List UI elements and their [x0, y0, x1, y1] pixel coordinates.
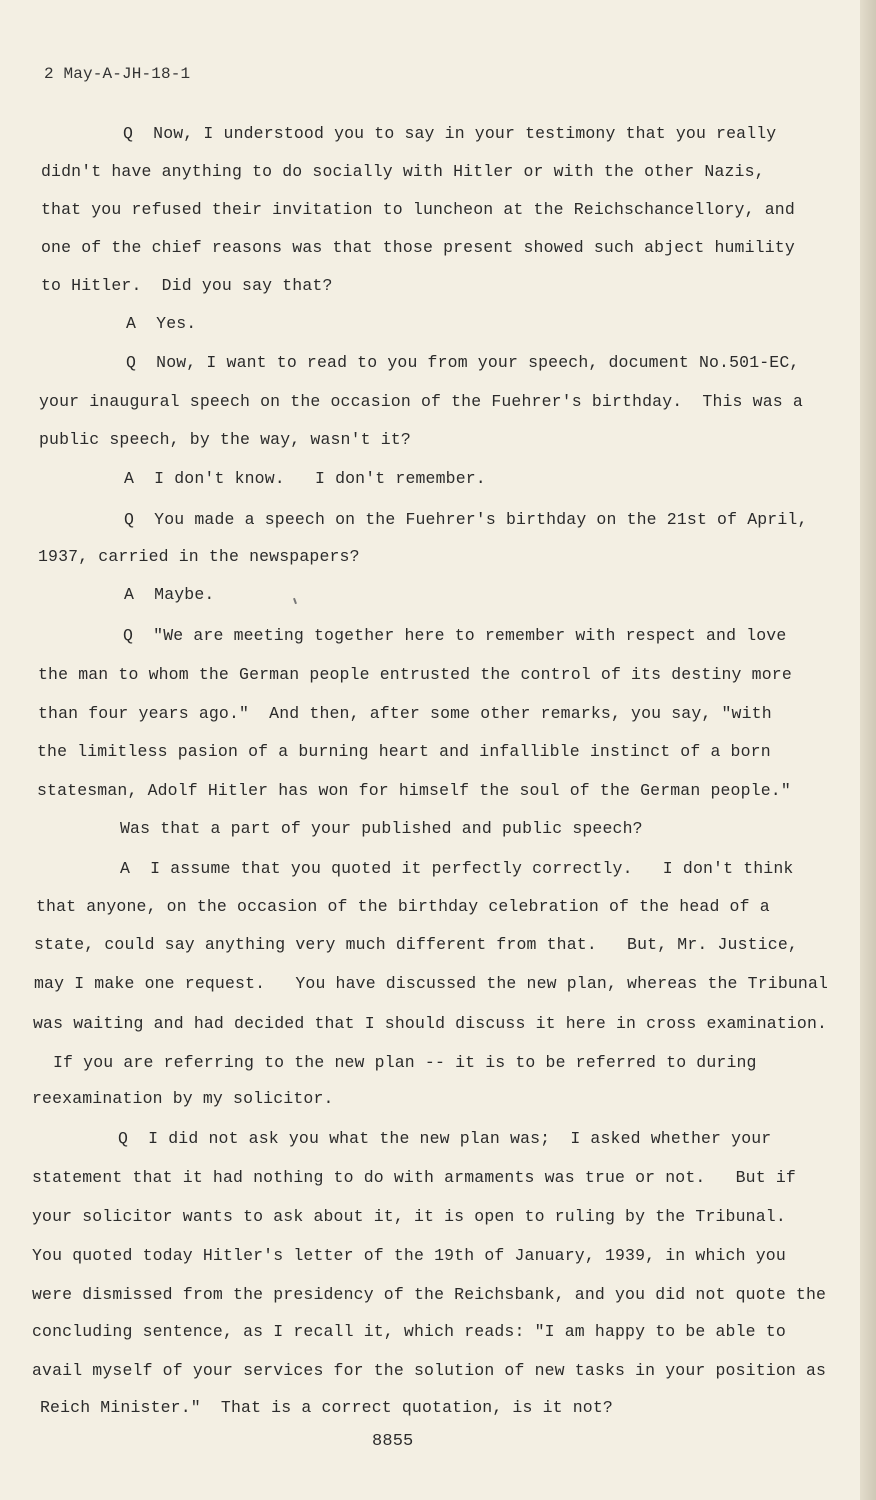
text-line: Q Now, I want to read to you from your speech, document No.501-EC, [126, 353, 800, 372]
text-line: Q You made a speech on the Fuehrer's birthday on the 21st of April, [124, 510, 808, 529]
text-line: didn't have anything to do socially with Hitler or with the other Nazis, [41, 162, 765, 181]
text-line: 1937, carried in the newspapers? [38, 547, 360, 566]
text-line: A I don't know. I don't remember. [124, 469, 486, 488]
text-line: public speech, by the way, wasn't it? [39, 430, 411, 449]
text-line: Reich Minister." That is a correct quotation, is it not? [40, 1398, 613, 1417]
text-line: your solicitor wants to ask about it, it is open to ruling by the Tribunal. [32, 1207, 786, 1226]
text-line: A Yes. [126, 314, 197, 333]
text-line: to Hitler. Did you say that? [41, 276, 333, 295]
text-line: concluding sentence, as I recall it, which reads: "I am happy to be able to [32, 1322, 786, 1341]
text-line: Q "We are meeting together here to remember with respect and love [123, 626, 787, 645]
page-number: 8855 [372, 1432, 414, 1451]
text-line: the limitless pasion of a burning heart and infallible instinct of a born [37, 742, 771, 761]
text-line: statement that it had nothing to do with armaments was true or not. But if [32, 1168, 796, 1187]
text-line: than four years ago." And then, after some other remarks, you say, "with [38, 704, 772, 723]
text-line: that anyone, on the occasion of the birthday celebration of the head of a [36, 897, 770, 916]
text-line: avail myself of your services for the solution of new tasks in your position as [32, 1361, 827, 1380]
text-line: may I make one request. You have discussed the new plan, whereas the Tribunal [34, 974, 829, 993]
text-line: that you refused their invitation to luncheon at the Reichschancellory, and [41, 200, 795, 219]
text-line: state, could say anything very much different from that. But, Mr. Justice, [34, 935, 798, 954]
page-edge [860, 0, 876, 1500]
document-header: 2 May-A-JH-18-1 [44, 65, 191, 83]
text-line: statesman, Adolf Hitler has won for himself the soul of the German people." [37, 781, 791, 800]
text-line: reexamination by my solicitor. [32, 1089, 334, 1108]
text-line: Q I did not ask you what the new plan was; I asked whether your [118, 1129, 772, 1148]
text-line: You quoted today Hitler's letter of the 19th of January, 1939, in which you [32, 1246, 786, 1265]
text-line: A Maybe. [124, 585, 215, 604]
text-line: one of the chief reasons was that those present showed such abject humility [41, 238, 795, 257]
text-line: was waiting and had decided that I should discuss it here in cross examination. [33, 1014, 828, 1033]
text-line: the man to whom the German people entrusted the control of its destiny more [38, 665, 792, 684]
text-line: were dismissed from the presidency of the Reichsbank, and you did not quote the [32, 1285, 827, 1304]
text-line: Was that a part of your published and public speech? [120, 819, 643, 838]
stray-mark [293, 598, 297, 604]
text-line: A I assume that you quoted it perfectly correctly. I don't think [120, 859, 794, 878]
text-line: Q Now, I understood you to say in your testimony that you really [123, 124, 777, 143]
text-line: your inaugural speech on the occasion of the Fuehrer's birthday. This was a [39, 392, 803, 411]
text-line: If you are referring to the new plan -- it is to be referred to during [53, 1053, 757, 1072]
